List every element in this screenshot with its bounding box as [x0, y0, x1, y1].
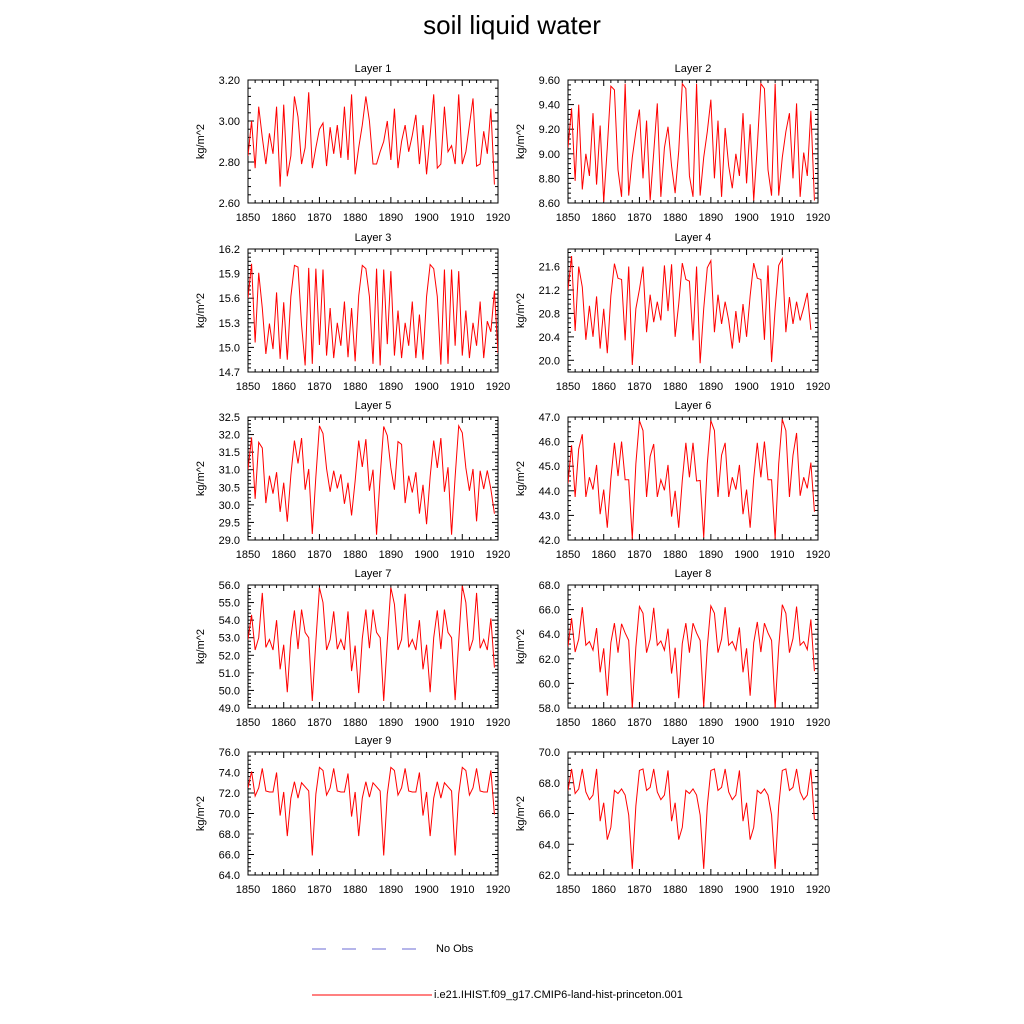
panel-title: Layer 8 [674, 568, 712, 580]
y-tick-label: 21.6 [538, 261, 560, 274]
x-tick-label: 1870 [627, 884, 652, 896]
y-tick-label: 9.00 [538, 148, 560, 161]
x-tick-label: 1870 [307, 549, 332, 561]
x-tick-label: 1880 [342, 212, 368, 224]
y-tick-label: 52.0 [218, 650, 240, 663]
x-tick-label: 1890 [378, 717, 404, 729]
x-tick-label: 1870 [307, 381, 332, 393]
x-tick-label: 1870 [627, 549, 652, 561]
chart-panel-4 [515, 232, 830, 393]
y-tick-label: 32.0 [218, 429, 240, 442]
x-tick-label: 1910 [770, 381, 795, 393]
x-tick-label: 1860 [271, 549, 296, 561]
y-tick-label: 3.20 [218, 75, 240, 87]
x-tick-label: 1880 [342, 884, 368, 896]
chart-panel-2 [515, 63, 830, 224]
y-tick-label: 2.80 [218, 157, 240, 169]
y-axis-label: kg/m^2 [515, 795, 527, 832]
panel-title: Layer 10 [671, 735, 715, 747]
y-tick-label: 50.0 [218, 685, 240, 698]
plot-frame [568, 585, 818, 708]
y-axis-label: kg/m^2 [515, 460, 527, 497]
y-tick-label: 46.0 [538, 436, 560, 449]
x-tick-label: 1910 [450, 212, 475, 224]
y-tick-label: 20.4 [538, 331, 560, 344]
y-tick-label: 30.0 [218, 499, 240, 512]
x-tick-label: 1860 [271, 381, 296, 393]
y-tick-label: 2.60 [218, 198, 240, 210]
panel-title: Layer 9 [354, 735, 392, 747]
x-tick-label: 1860 [271, 212, 296, 224]
chart-panel-7 [195, 568, 510, 729]
x-tick-label: 1850 [555, 549, 581, 561]
y-tick-label: 54.0 [218, 615, 240, 628]
y-tick-label: 70.0 [218, 808, 240, 821]
x-tick-label: 1880 [662, 212, 688, 224]
x-tick-label: 1900 [414, 381, 439, 393]
y-tick-label: 47.0 [538, 412, 560, 424]
x-tick-label: 1900 [734, 717, 759, 729]
y-axis-label: kg/m^2 [195, 123, 207, 160]
y-tick-label: 42.0 [538, 535, 560, 547]
y-tick-label: 31.5 [218, 447, 240, 460]
y-tick-label: 16.2 [218, 244, 240, 256]
y-tick-label: 53.0 [218, 632, 240, 645]
x-tick-label: 1910 [770, 717, 795, 729]
y-tick-label: 60.0 [538, 678, 560, 691]
series-line [568, 419, 814, 538]
x-tick-label: 1850 [235, 381, 261, 393]
y-axis-label: kg/m^2 [195, 292, 207, 329]
y-tick-label: 20.0 [538, 355, 560, 368]
y-tick-label: 30.5 [218, 482, 240, 495]
chart-panel-5 [195, 400, 510, 561]
x-tick-label: 1860 [591, 549, 616, 561]
chart-panel-1 [195, 63, 510, 224]
x-tick-label: 1850 [555, 884, 581, 896]
x-tick-label: 1890 [698, 212, 724, 224]
y-tick-label: 3.00 [218, 116, 240, 128]
y-tick-label: 45.0 [538, 461, 560, 474]
x-tick-label: 1920 [485, 381, 511, 393]
y-axis-label: kg/m^2 [195, 795, 207, 832]
x-tick-label: 1860 [591, 381, 616, 393]
chart-panel-8 [515, 568, 830, 729]
x-tick-label: 1900 [734, 549, 759, 561]
x-tick-label: 1850 [235, 717, 261, 729]
y-tick-label: 44.0 [538, 485, 560, 498]
x-tick-label: 1910 [770, 212, 795, 224]
y-axis-label: kg/m^2 [515, 123, 527, 160]
x-tick-label: 1880 [662, 884, 688, 896]
panel-title: Layer 2 [674, 63, 712, 75]
x-tick-label: 1850 [555, 381, 581, 393]
x-tick-label: 1890 [378, 381, 404, 393]
x-tick-label: 1920 [485, 212, 511, 224]
panel-title: Layer 6 [674, 400, 712, 412]
y-tick-label: 43.0 [538, 510, 560, 523]
x-tick-label: 1880 [662, 549, 688, 561]
x-tick-label: 1890 [378, 549, 404, 561]
legend-model-swatch [312, 990, 432, 1000]
x-tick-label: 1870 [307, 212, 332, 224]
series-line [568, 769, 814, 869]
x-tick-label: 1870 [307, 717, 332, 729]
x-tick-label: 1910 [770, 549, 795, 561]
y-tick-label: 9.20 [538, 124, 560, 137]
x-tick-label: 1890 [698, 549, 724, 561]
series-line [568, 605, 814, 708]
x-tick-label: 1920 [805, 549, 831, 561]
y-tick-label: 56.0 [218, 580, 240, 592]
x-tick-label: 1900 [414, 212, 439, 224]
y-axis-label: kg/m^2 [515, 628, 527, 665]
y-tick-label: 20.8 [538, 308, 560, 321]
x-tick-label: 1920 [805, 212, 831, 224]
series-line [248, 767, 494, 855]
x-tick-label: 1900 [734, 884, 759, 896]
x-tick-label: 1860 [591, 212, 616, 224]
x-tick-label: 1880 [342, 717, 368, 729]
x-tick-label: 1900 [414, 549, 439, 561]
y-tick-label: 51.0 [218, 667, 240, 680]
x-tick-label: 1920 [805, 717, 831, 729]
y-tick-label: 55.0 [218, 597, 240, 610]
y-tick-label: 66.0 [538, 808, 560, 821]
y-tick-label: 66.0 [218, 849, 240, 862]
y-tick-label: 64.0 [538, 629, 560, 642]
y-axis-label: kg/m^2 [195, 460, 207, 497]
y-tick-label: 8.60 [538, 198, 560, 210]
x-tick-label: 1890 [378, 212, 404, 224]
x-tick-label: 1860 [271, 884, 296, 896]
y-tick-label: 32.5 [218, 412, 240, 424]
chart-panel-3 [195, 232, 510, 393]
x-tick-label: 1850 [235, 549, 261, 561]
x-tick-label: 1860 [271, 717, 296, 729]
x-tick-label: 1920 [485, 717, 511, 729]
y-tick-label: 31.0 [218, 464, 240, 477]
y-tick-label: 72.0 [218, 788, 240, 800]
y-tick-label: 74.0 [218, 767, 240, 780]
x-tick-label: 1900 [734, 212, 759, 224]
x-tick-label: 1870 [627, 717, 652, 729]
legend-obs-swatch [312, 944, 422, 954]
y-tick-label: 64.0 [538, 839, 560, 852]
figure-title: soil liquid water [423, 10, 601, 40]
x-tick-label: 1850 [235, 884, 261, 896]
series-line [568, 84, 814, 202]
x-tick-label: 1920 [805, 884, 831, 896]
x-tick-label: 1870 [627, 381, 652, 393]
series-line [248, 264, 498, 366]
x-tick-label: 1890 [698, 884, 724, 896]
x-tick-label: 1850 [555, 717, 581, 729]
y-tick-label: 62.0 [538, 653, 560, 666]
x-tick-label: 1910 [450, 717, 475, 729]
x-tick-label: 1890 [378, 884, 404, 896]
y-tick-label: 62.0 [538, 870, 560, 882]
plot-frame [568, 752, 818, 875]
plot-frame [248, 585, 498, 708]
x-tick-label: 1910 [450, 884, 475, 896]
y-tick-label: 14.7 [218, 367, 240, 379]
y-tick-label: 9.40 [538, 99, 560, 112]
x-tick-label: 1920 [485, 884, 511, 896]
y-tick-label: 68.0 [218, 829, 240, 841]
x-tick-label: 1880 [662, 717, 688, 729]
y-tick-label: 15.3 [218, 317, 240, 330]
y-axis-label: kg/m^2 [195, 628, 207, 665]
x-tick-label: 1850 [555, 212, 581, 224]
y-tick-label: 68.0 [538, 777, 560, 790]
series-line [568, 256, 811, 365]
y-axis-label: kg/m^2 [515, 292, 527, 329]
x-tick-label: 1880 [342, 549, 368, 561]
x-tick-label: 1860 [591, 717, 616, 729]
y-tick-label: 9.60 [538, 75, 560, 87]
y-tick-label: 70.0 [538, 747, 560, 759]
chart-panel-9 [195, 735, 510, 896]
y-tick-label: 15.9 [218, 268, 240, 281]
x-tick-label: 1920 [805, 381, 831, 393]
series-line [248, 426, 494, 535]
panel-title: Layer 7 [354, 568, 392, 580]
y-tick-label: 29.5 [218, 517, 240, 530]
y-tick-label: 15.6 [218, 293, 240, 306]
x-tick-label: 1910 [770, 884, 795, 896]
x-tick-label: 1890 [698, 381, 724, 393]
y-tick-label: 66.0 [538, 604, 560, 617]
plot-frame [568, 249, 818, 372]
legend-obs-label: No Obs [436, 943, 474, 955]
y-tick-label: 21.2 [538, 285, 560, 297]
x-tick-label: 1870 [627, 212, 652, 224]
y-tick-label: 64.0 [218, 870, 240, 882]
legend-model-label: i.e21.IHIST.f09_g17.CMIP6-land-hist-princeton.001 [434, 989, 683, 1001]
x-tick-label: 1910 [450, 549, 475, 561]
panel-title: Layer 3 [354, 232, 392, 244]
y-tick-label: 58.0 [538, 703, 560, 715]
x-tick-label: 1890 [698, 717, 724, 729]
y-tick-label: 15.0 [218, 342, 240, 355]
y-tick-label: 49.0 [218, 703, 240, 715]
y-tick-label: 68.0 [538, 580, 560, 592]
x-tick-label: 1870 [307, 884, 332, 896]
x-tick-label: 1850 [235, 212, 261, 224]
x-tick-label: 1910 [450, 381, 475, 393]
x-tick-label: 1900 [734, 381, 759, 393]
x-tick-label: 1860 [591, 884, 616, 896]
x-tick-label: 1900 [414, 884, 439, 896]
panel-title: Layer 5 [354, 400, 392, 412]
series-line [248, 586, 494, 701]
panel-title: Layer 4 [674, 232, 712, 244]
x-tick-label: 1880 [662, 381, 688, 393]
panel-title: Layer 1 [354, 63, 392, 75]
series-line [248, 92, 494, 186]
y-tick-label: 76.0 [218, 747, 240, 759]
chart-panel-6 [515, 400, 830, 561]
x-tick-label: 1920 [485, 549, 511, 561]
chart-panel-10 [515, 735, 830, 896]
y-tick-label: 8.80 [538, 173, 560, 186]
x-tick-label: 1900 [414, 717, 439, 729]
x-tick-label: 1880 [342, 381, 368, 393]
y-tick-label: 29.0 [218, 535, 240, 547]
